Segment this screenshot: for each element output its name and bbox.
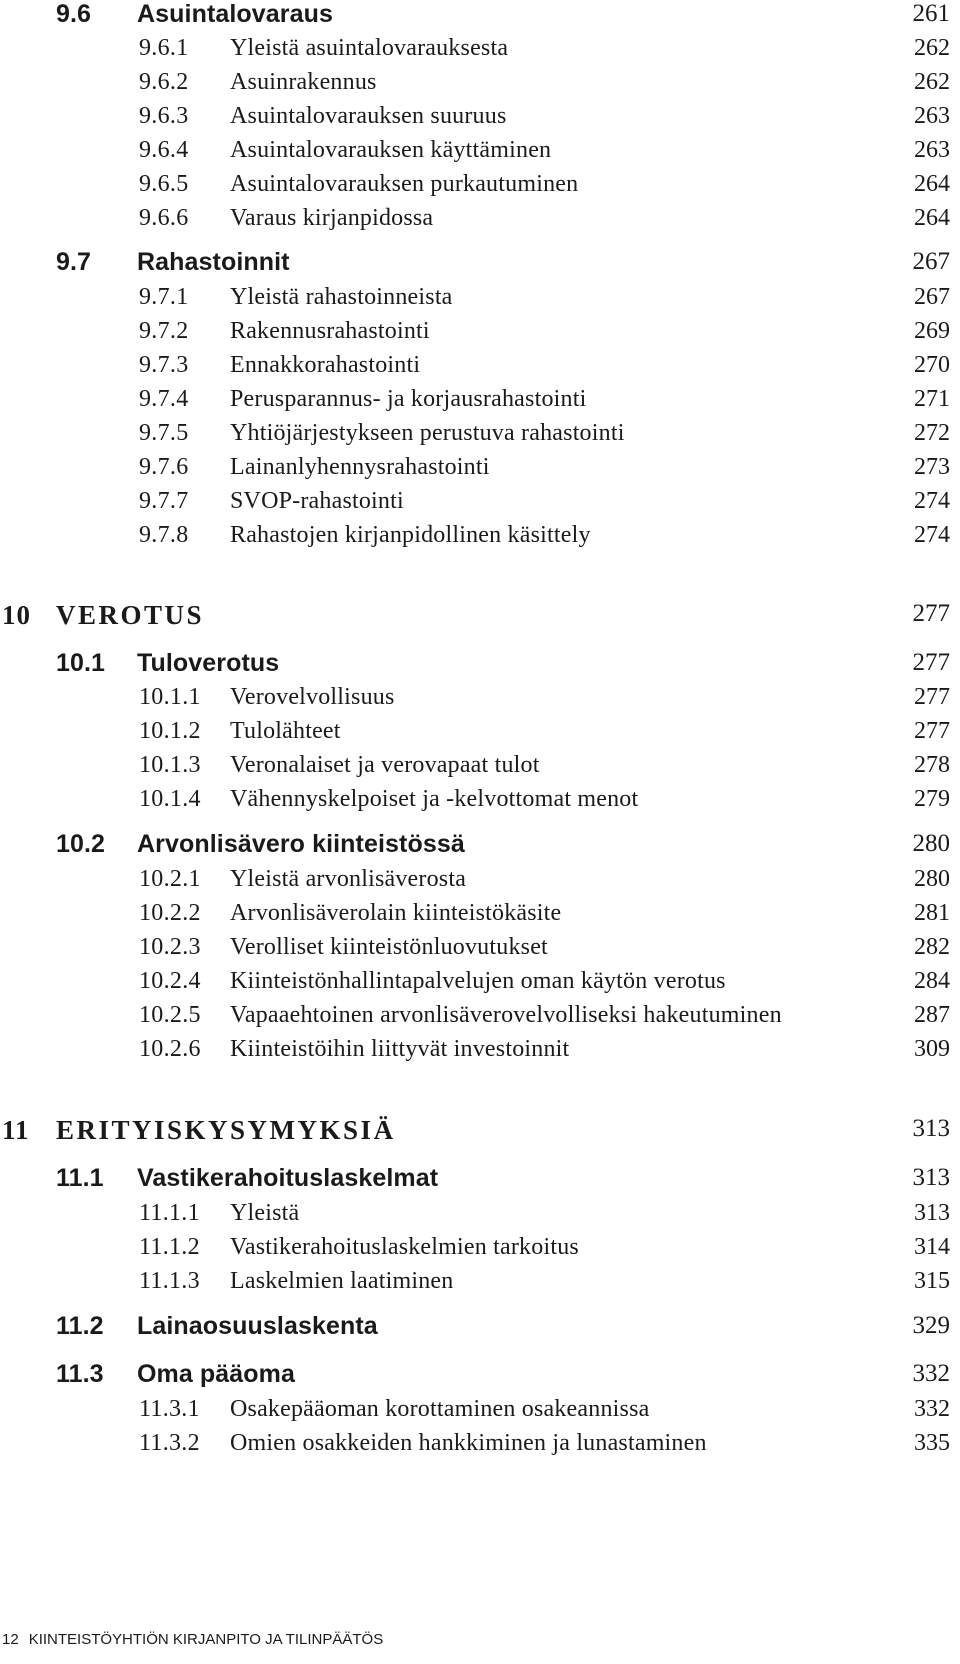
entry-title: Yleistä arvonlisäverosta [230,866,467,892]
entry-number: 9.7.2 [139,318,189,344]
entry-number: 10.2 [56,830,106,858]
toc-entry-9-7-8[interactable] [0,522,960,556]
entry-page: 284 [914,968,950,994]
entry-number: 9.7 [56,248,92,276]
entry-number: 11.1 [56,1164,104,1192]
entry-page: 264 [914,205,950,231]
entry-page: 282 [914,934,950,960]
entry-title: Omien osakkeiden hankkiminen ja lunastaminen [230,1430,707,1456]
entry-page: 267 [912,248,950,275]
toc-chapter-10[interactable] [0,600,960,634]
entry-page: 287 [914,1002,950,1028]
toc-chapter-11[interactable] [0,1115,960,1149]
chapter-title: ERITYISKYSYMYKSIÄ [56,1115,396,1145]
entry-title: Arvonlisävero kiinteistössä [137,830,465,858]
entry-page: 332 [914,1396,950,1422]
entry-title: Ennakkorahastointi [230,352,421,378]
entry-title: Asuintalovaraus [137,0,334,28]
entry-number: 9.6 [56,0,92,28]
toc-entry-9-6-4[interactable] [0,137,960,171]
toc-entry-9-7-1[interactable] [0,284,960,318]
entry-number: 9.7.6 [139,454,189,480]
toc-entry-11-3[interactable] [0,1360,960,1394]
entry-number: 9.7.1 [139,284,189,310]
entry-page: 263 [914,103,950,129]
entry-title: Laskelmien laatiminen [230,1268,454,1294]
entry-title: Rahastojen kirjanpidollinen käsittely [230,522,591,548]
toc-entry-10-2-6[interactable] [0,1036,960,1070]
toc-entry-11-1-3[interactable] [0,1268,960,1302]
entry-title: Osakepääoman korottaminen osakeannissa [230,1396,650,1422]
entry-page: 277 [914,718,950,744]
entry-number: 11.1.1 [139,1200,200,1226]
toc-entry-10-1-3[interactable] [0,752,960,786]
entry-page: 277 [912,600,950,627]
entry-title: Oma pääoma [137,1360,296,1388]
entry-page: 269 [914,318,950,344]
entry-page: 271 [914,386,950,412]
entry-title: Kiinteistönhallintapalvelujen oman käytön verotus [230,968,726,994]
entry-number: 11.1.2 [139,1234,200,1260]
entry-number: 11.1.3 [139,1268,200,1294]
entry-number: 9.6.4 [139,137,189,163]
entry-page: 272 [914,420,950,446]
toc-entry-10-2-4[interactable] [0,968,960,1002]
entry-page: 314 [914,1234,950,1260]
entry-page: 329 [912,1312,950,1339]
entry-page: 264 [914,171,950,197]
entry-number: 9.7.3 [139,352,189,378]
entry-title: Asuintalovarauksen suuruus [230,103,507,129]
chapter-number: 11 [2,1115,30,1145]
toc-entry-9-6-6[interactable] [0,205,960,239]
entry-page: 315 [914,1268,950,1294]
entry-title: Vastikerahoituslaskelmien tarkoitus [230,1234,579,1260]
toc-entry-10-1-2[interactable] [0,718,960,752]
entry-page: 267 [914,284,950,310]
entry-title: Tuloverotus [137,649,280,677]
entry-page: 335 [914,1430,950,1456]
entry-title: Varaus kirjanpidossa [230,205,434,231]
entry-number: 10.2.1 [139,866,201,892]
toc-entry-10-1-4[interactable] [0,786,960,820]
toc-entry-11-1-2[interactable] [0,1234,960,1268]
entry-title: Asuinrakennus [230,69,377,95]
entry-number: 10.1.2 [139,718,201,744]
toc-entry-9-7-6[interactable] [0,454,960,488]
entry-page: 262 [914,35,950,61]
entry-page: 278 [914,752,950,778]
entry-title: Perusparannus- ja korjausrahastointi [230,386,587,412]
entry-page: 309 [914,1036,950,1062]
entry-number: 10.1.3 [139,752,201,778]
entry-number: 10.1.1 [139,684,201,710]
chapter-title: VEROTUS [56,600,205,630]
entry-number: 11.2 [56,1312,104,1340]
chapter-number: 10 [2,600,31,630]
toc-entry-9-7-2[interactable] [0,318,960,352]
entry-number: 9.6.5 [139,171,189,197]
toc-entry-10-1-1[interactable] [0,684,960,718]
entry-number: 9.6.1 [139,35,189,61]
toc-entry-11-3-1[interactable] [0,1396,960,1430]
toc-entry-9-7-4[interactable] [0,386,960,420]
entry-title: Arvonlisäverolain kiinteistökäsite [230,900,562,926]
toc-entry-9-6-1[interactable] [0,35,960,69]
entry-page: 274 [914,522,950,548]
entry-number: 9.6.2 [139,69,189,95]
entry-number: 9.6.3 [139,103,189,129]
entry-number: 9.6.6 [139,205,189,231]
toc-entry-9-7[interactable] [0,248,960,282]
entry-title: Veronalaiset ja verovapaat tulot [230,752,540,778]
toc-entry-9-6-3[interactable] [0,103,960,137]
entry-title: Yhtiöjärjestykseen perustuva rahastointi [230,420,625,446]
entry-number: 10.1 [56,649,106,677]
entry-number: 10.2.3 [139,934,201,960]
entry-title: Vastikerahoituslaskelmat [137,1164,439,1192]
toc-entry-9-7-3[interactable] [0,352,960,386]
entry-number: 9.7.7 [139,488,189,514]
toc-entry-11-2[interactable] [0,1312,960,1346]
entry-page: 277 [914,684,950,710]
entry-number: 9.7.5 [139,420,189,446]
entry-title: Rakennusrahastointi [230,318,430,344]
entry-page: 313 [912,1115,950,1142]
page-footer [2,1631,383,1648]
toc-entry-10-2-2[interactable] [0,900,960,934]
entry-title: Tulolähteet [230,718,341,744]
toc-entry-9-6[interactable] [0,0,960,34]
toc-entry-10-2-3[interactable] [0,934,960,968]
entry-number: 10.2.6 [139,1036,201,1062]
entry-number: 9.7.8 [139,522,189,548]
entry-number: 10.2.5 [139,1002,201,1028]
toc-entry-11-1-1[interactable] [0,1200,960,1234]
entry-title: Lainanlyhennysrahastointi [230,454,490,480]
entry-title: Kiinteistöihin liittyvät investoinnit [230,1036,570,1062]
toc-entry-10-2[interactable] [0,830,960,864]
entry-page: 313 [912,1164,950,1191]
entry-title: Asuintalovarauksen purkautuminen [230,171,579,197]
toc-entry-9-7-7[interactable] [0,488,960,522]
entry-page: 332 [912,1360,950,1387]
entry-page: 270 [914,352,950,378]
entry-title: Vapaaehtoinen arvonlisäverovelvolliseksi hakeutuminen [230,1002,782,1028]
toc-entry-10-2-5[interactable] [0,1002,960,1036]
entry-title: Verolliset kiinteistönluovutukset [230,934,548,960]
entry-page: 274 [914,488,950,514]
toc-entry-9-7-5[interactable] [0,420,960,454]
entry-page: 273 [914,454,950,480]
entry-page: 280 [912,830,950,857]
entry-title: Verovelvollisuus [230,684,395,710]
entry-page: 313 [914,1200,950,1226]
entry-page: 263 [914,137,950,163]
entry-page: 280 [914,866,950,892]
toc-entry-11-3-2[interactable] [0,1430,960,1464]
entry-number: 10.2.2 [139,900,201,926]
entry-title: Lainaosuuslaskenta [137,1312,378,1340]
toc-entry-9-6-2[interactable] [0,69,960,103]
entry-number: 11.3 [56,1360,104,1388]
entry-page: 279 [914,786,950,812]
entry-number: 10.2.4 [139,968,201,994]
entry-title: Yleistä asuintalovarauksesta [230,35,509,61]
footer-book-title: KIINTEISTÖYHTIÖN KIRJANPITO JA TILINPÄÄTÖS [28,1631,384,1648]
entry-number: 11.3.2 [139,1430,200,1456]
entry-page: 262 [914,69,950,95]
entry-title: Yleistä rahastoinneista [230,284,453,310]
toc-entry-9-6-5[interactable] [0,171,960,205]
entry-title: Vähennyskelpoiset ja -kelvottomat menot [230,786,639,812]
entry-number: 9.7.4 [139,386,189,412]
entry-page: 277 [912,649,950,676]
entry-page: 261 [912,0,950,27]
entry-title: SVOP-rahastointi [230,488,404,514]
entry-title: Rahastoinnit [137,248,290,276]
toc-entry-10-1[interactable] [0,649,960,683]
entry-page: 281 [914,900,950,926]
toc-entry-11-1[interactable] [0,1164,960,1198]
entry-title: Asuintalovarauksen käyttäminen [230,137,552,163]
entry-title: Yleistä [230,1200,300,1226]
entry-number: 10.1.4 [139,786,201,812]
entry-number: 11.3.1 [139,1396,200,1422]
toc-entry-10-2-1[interactable] [0,866,960,900]
footer-page-number: 12 [2,1631,19,1648]
